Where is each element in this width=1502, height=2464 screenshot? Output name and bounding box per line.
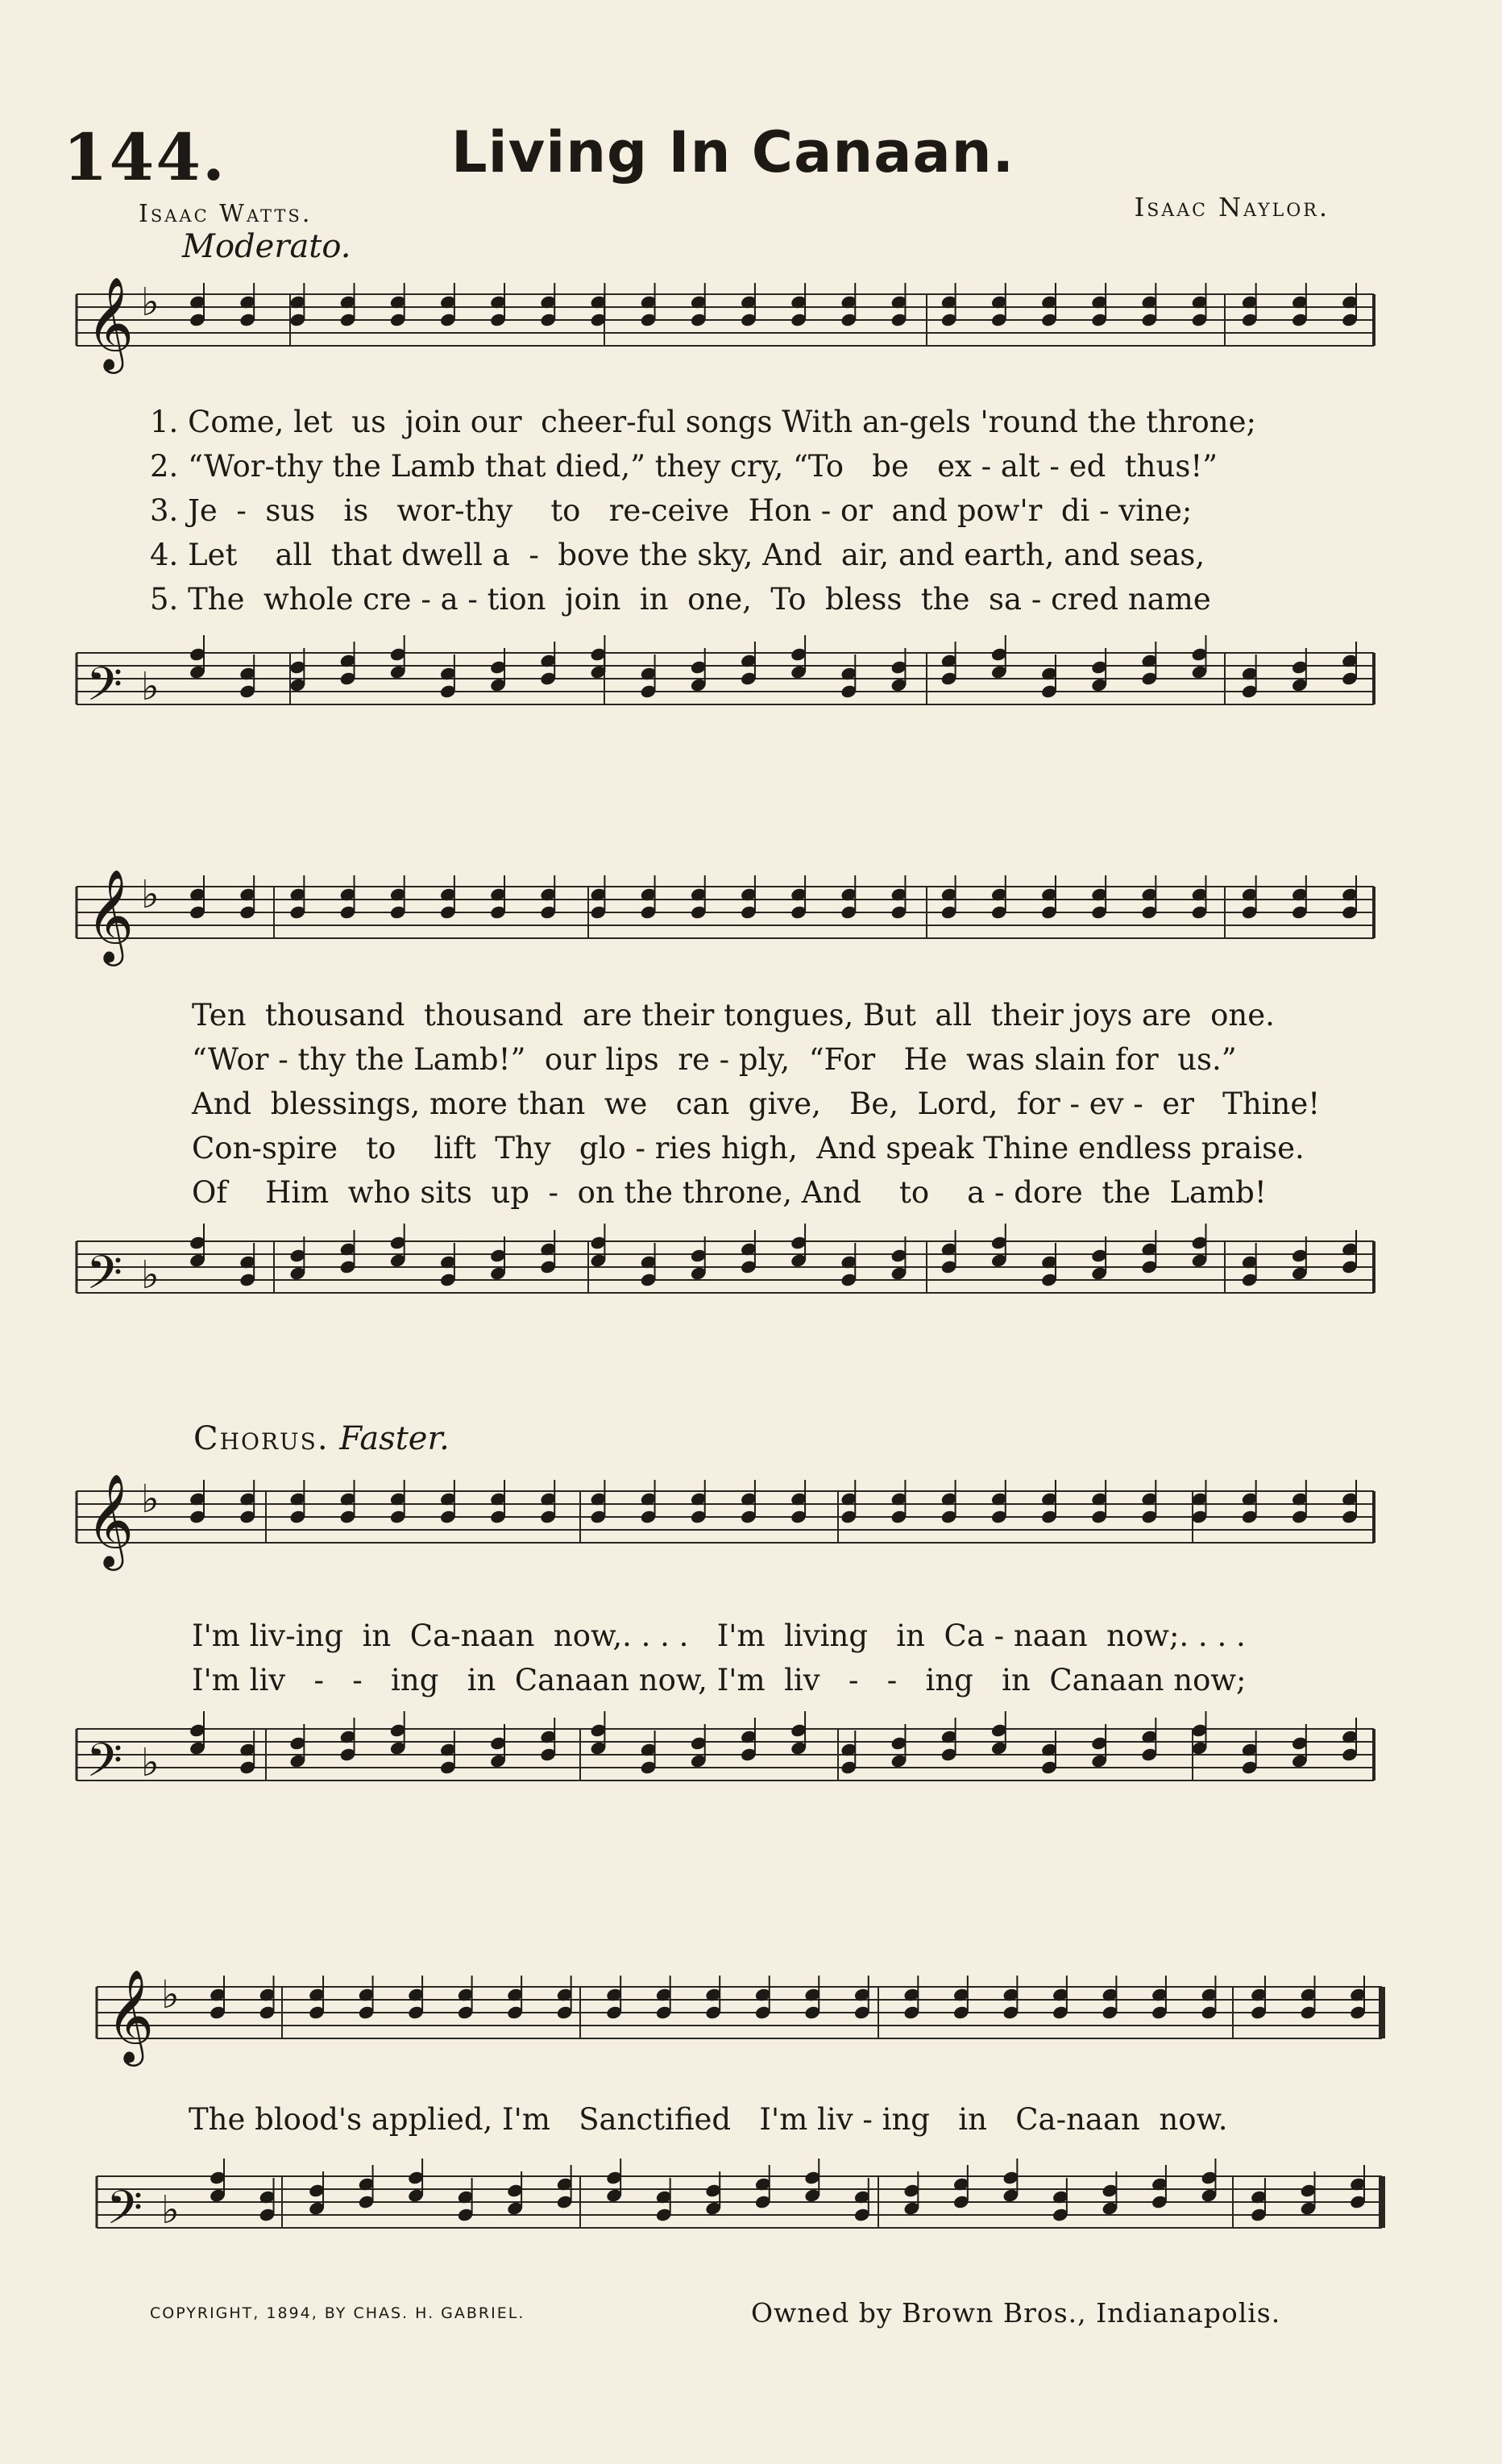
system-2-verse-2: “Wor - thy the Lamb!” our lips re - ply, “For He was slain for us.” (192, 1042, 1237, 1077)
svg-text:𝄞: 𝄞 (106, 1968, 155, 2063)
hymn-title: Living In Canaan. (451, 119, 1015, 185)
system-1-verse-2: 2. “Wor-thy the Lamb that died,” they cry, “To be ex - alt - ed thus!” (150, 449, 1218, 484)
ownership-notice: Owned by Brown Bros., Indianapolis. (751, 2297, 1281, 2329)
svg-text:♭: ♭ (141, 1740, 160, 1785)
system-2-treble-staff (0, 866, 1502, 987)
system-1-treble-staff (0, 274, 1502, 395)
final-treble-staff (0, 1938, 1502, 2100)
svg-text:𝄢: 𝄢 (106, 2180, 143, 2246)
hymn-number: 144. (63, 119, 226, 195)
chorus-lyric-line-2: I'm liv - - ing in Canaan now, I'm liv - - ing in Canaan now; (192, 1663, 1247, 1697)
copyright-notice: COPYRIGHT, 1894, BY CHAS. H. GABRIEL. (150, 2304, 525, 2322)
svg-text:𝄢: 𝄢 (86, 1245, 123, 1311)
svg-text:♭: ♭ (161, 1972, 180, 2017)
svg-text:♭: ♭ (141, 664, 160, 709)
chorus-bass-staff (0, 1713, 1502, 1826)
svg-text:♭: ♭ (141, 1253, 160, 1298)
svg-text:♭: ♭ (141, 872, 160, 917)
svg-text:𝄞: 𝄞 (86, 1473, 135, 1567)
chorus-tempo: Faster. (339, 1420, 450, 1457)
chorus-title: Chorus. (193, 1420, 330, 1457)
svg-text:♭: ♭ (141, 1477, 160, 1522)
svg-text:𝄞: 𝄞 (86, 868, 135, 962)
svg-text:𝄞: 𝄞 (86, 276, 135, 370)
system-2-verse-4: Con-spire to lift Thy glo - ries high, And speak Thine endless praise. (192, 1131, 1305, 1166)
system-1-verse-1: 1. Come, let us join our cheer-ful songs With an-gels 'round the throne; (150, 405, 1256, 439)
system-1-verse-3: 3. Je - sus is wor-thy to re-ceive Hon - or and pow'r di - vine; (150, 493, 1193, 528)
system-1-verse-4: 4. Let all that dwell a - bove the sky, And air, and earth, and seas, (150, 538, 1205, 572)
system-2-verse-1: Ten thousand thousand are their tongues, But all their joys are one. (192, 998, 1275, 1033)
lyricist-credit: Isaac Watts. (139, 200, 313, 228)
composer-credit: Isaac Naylor. (1134, 192, 1330, 222)
system-1-verse-5: 5. The whole cre - a - tion join in one, To bless the sa - cred name (150, 582, 1211, 617)
system-1-bass-staff (0, 637, 1502, 750)
chorus-treble-staff (0, 1467, 1502, 1596)
svg-text:𝄢: 𝄢 (86, 1733, 123, 1799)
final-bass-staff (0, 2160, 1502, 2273)
svg-text:♭: ♭ (161, 2188, 180, 2233)
system-2-verse-5: Of Him who sits up - on the throne, And to a - dore the Lamb! (192, 1175, 1267, 1210)
svg-text:𝄢: 𝄢 (86, 657, 123, 723)
system-2-verse-3: And blessings, more than we can give, Be, Lord, for - ev - er Thine! (192, 1087, 1321, 1121)
tempo-marking: Moderato. (182, 228, 351, 265)
chorus-lyric-line-1: I'm liv-ing in Ca-naan now,. . . . I'm living in Ca - naan now;. . . . (192, 1618, 1246, 1653)
system-2-bass-staff (0, 1225, 1502, 1338)
svg-text:♭: ♭ (141, 280, 160, 325)
final-lyric-line: The blood's applied, I'm Sanctified I'm liv - ing in Ca-naan now. (189, 2102, 1228, 2137)
chorus-label (193, 1420, 450, 1457)
